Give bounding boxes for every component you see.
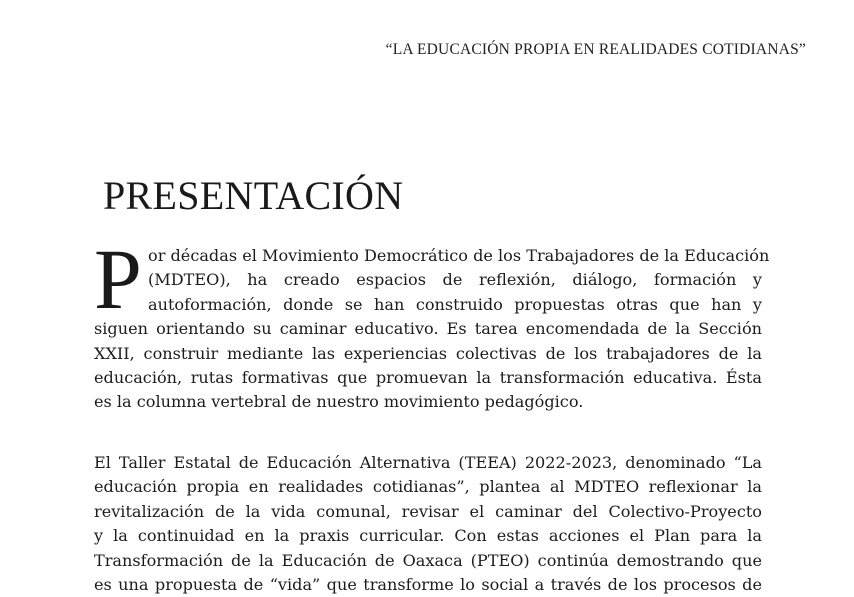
paragraph-line: or décadas el Movimiento Democrático de los Trabajadores de la Educación: [148, 246, 770, 265]
paragraph-intro: [94, 244, 770, 415]
paragraph-line: El Taller Estatal de Educación Alternativa (TEEA) 2022-2023, denominado “La: [94, 453, 762, 472]
paragraph-line: XXII, construir mediante las experiencias colectivas de los trabajadores de la: [94, 343, 762, 363]
paragraph-line: y la continuidad en la praxis curricular. Con estas acciones el Plan para la: [94, 526, 762, 546]
paragraph-line: educación propia en realidades cotidianas”, plantea al MDTEO reflexionar la: [94, 477, 762, 497]
paragraph-teea: [94, 451, 762, 597]
paragraph-line: es la columna vertebral de nuestro movimiento pedagógico.: [94, 392, 584, 412]
paragraph-line: (MDTEO), ha creado espacios de reflexión, diálogo, formación y: [148, 270, 762, 290]
paragraph-line: autoformación, donde se han construido propuestas otras que han y: [148, 294, 762, 314]
paragraph-line: es una propuesta de “vida” que transforme lo social a través de los procesos de: [94, 575, 762, 595]
paragraph-line: educación, rutas formativas que promuevan la transformación educativa. Ésta: [94, 368, 762, 388]
drop-cap: P: [94, 231, 142, 327]
section-title: PRESENTACIÓN: [103, 173, 404, 218]
paragraph-line: Transformación de la Educación de Oaxaca (PTEO) continúa demostrando que: [94, 550, 762, 570]
paragraph-line: siguen orientando su caminar educativo. Es tarea encomendada de la Sección: [94, 319, 762, 339]
paragraph-line: revitalización de la vida comunal, revisar el caminar del Colectivo-Proyecto: [94, 501, 762, 521]
running-header: “LA EDUCACIÓN PROPIA EN REALIDADES COTIDIANAS”: [385, 41, 806, 58]
